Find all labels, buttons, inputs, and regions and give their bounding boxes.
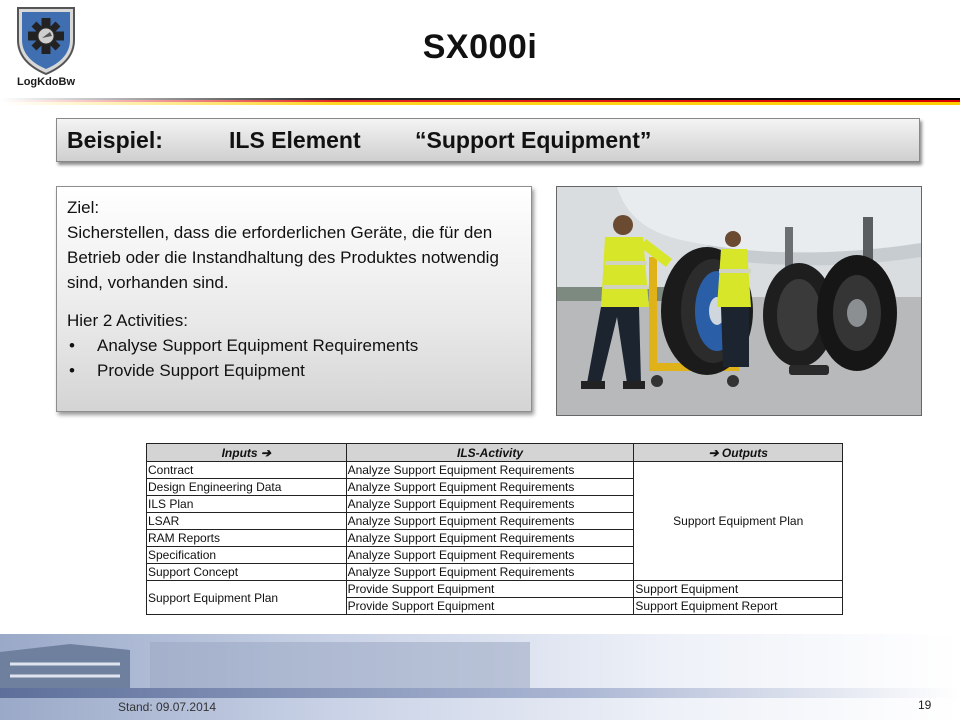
- goal-heading: Ziel:: [67, 198, 100, 217]
- bullet-icon: •: [69, 336, 75, 355]
- activity-cell: Provide Support Equipment: [346, 598, 634, 615]
- list-item: [67, 358, 521, 383]
- input-cell: ILS Plan: [147, 496, 347, 513]
- activities-list: [67, 333, 521, 383]
- activity-cell: Analyze Support Equipment Requirements: [346, 530, 634, 547]
- table-row: [147, 462, 843, 479]
- output-cell: Support Equipment Report: [634, 598, 843, 615]
- activities-heading: Hier 2 Activities:: [67, 311, 188, 330]
- flag-stripe: [0, 98, 960, 105]
- activity-cell: Provide Support Equipment: [346, 581, 634, 598]
- input-cell: RAM Reports: [147, 530, 347, 547]
- output-cell: Support Equipment: [634, 581, 843, 598]
- activity-label: Provide Support Equipment: [97, 361, 305, 380]
- input-cell: Support Concept: [147, 564, 347, 581]
- banner-element: ILS Element: [229, 127, 361, 153]
- output-cell: Support Equipment Plan: [634, 462, 843, 581]
- activity-cell: Analyze Support Equipment Requirements: [346, 564, 634, 581]
- input-cell: LSAR: [147, 513, 347, 530]
- column-header-activity: ILS-Activity: [346, 444, 634, 462]
- column-header-outputs: ➔ Outputs: [634, 444, 843, 462]
- ils-activity-table: [146, 443, 843, 615]
- activity-cell: Analyze Support Equipment Requirements: [346, 496, 634, 513]
- activity-cell: Analyze Support Equipment Requirements: [346, 513, 634, 530]
- table-row: [147, 581, 843, 598]
- goal-box: [56, 186, 532, 412]
- input-cell: Design Engineering Data: [147, 479, 347, 496]
- activity-cell: Analyze Support Equipment Requirements: [346, 462, 634, 479]
- example-banner: [56, 118, 920, 162]
- ground-crew-tire-photo: [556, 186, 922, 416]
- logo-label: LogKdoBw: [16, 76, 76, 88]
- table-header-row: [147, 444, 843, 462]
- footer-date: Stand: 09.07.2014: [118, 700, 217, 714]
- banner-name: “Support Equipment”: [415, 127, 652, 153]
- banner-label: Beispiel:: [67, 127, 163, 153]
- page-number: 19: [918, 698, 932, 712]
- activity-label: Analyse Support Equipment Requirements: [97, 336, 419, 355]
- activity-cell: Analyze Support Equipment Requirements: [346, 479, 634, 496]
- input-cell: Contract: [147, 462, 347, 479]
- list-item: [67, 333, 521, 358]
- bullet-icon: •: [69, 361, 75, 380]
- input-cell: Specification: [147, 547, 347, 564]
- goal-text: Sicherstellen, dass die erforderlichen Geräte, die für den Betrieb oder die Instandhaltung des Produktes notwendig sind, vorhanden sind.: [67, 223, 499, 292]
- page-title: SX000i: [422, 28, 538, 66]
- activity-cell: Analyze Support Equipment Requirements: [346, 547, 634, 564]
- column-header-inputs: Inputs ➔: [147, 444, 347, 462]
- input-cell: Support Equipment Plan: [147, 581, 347, 615]
